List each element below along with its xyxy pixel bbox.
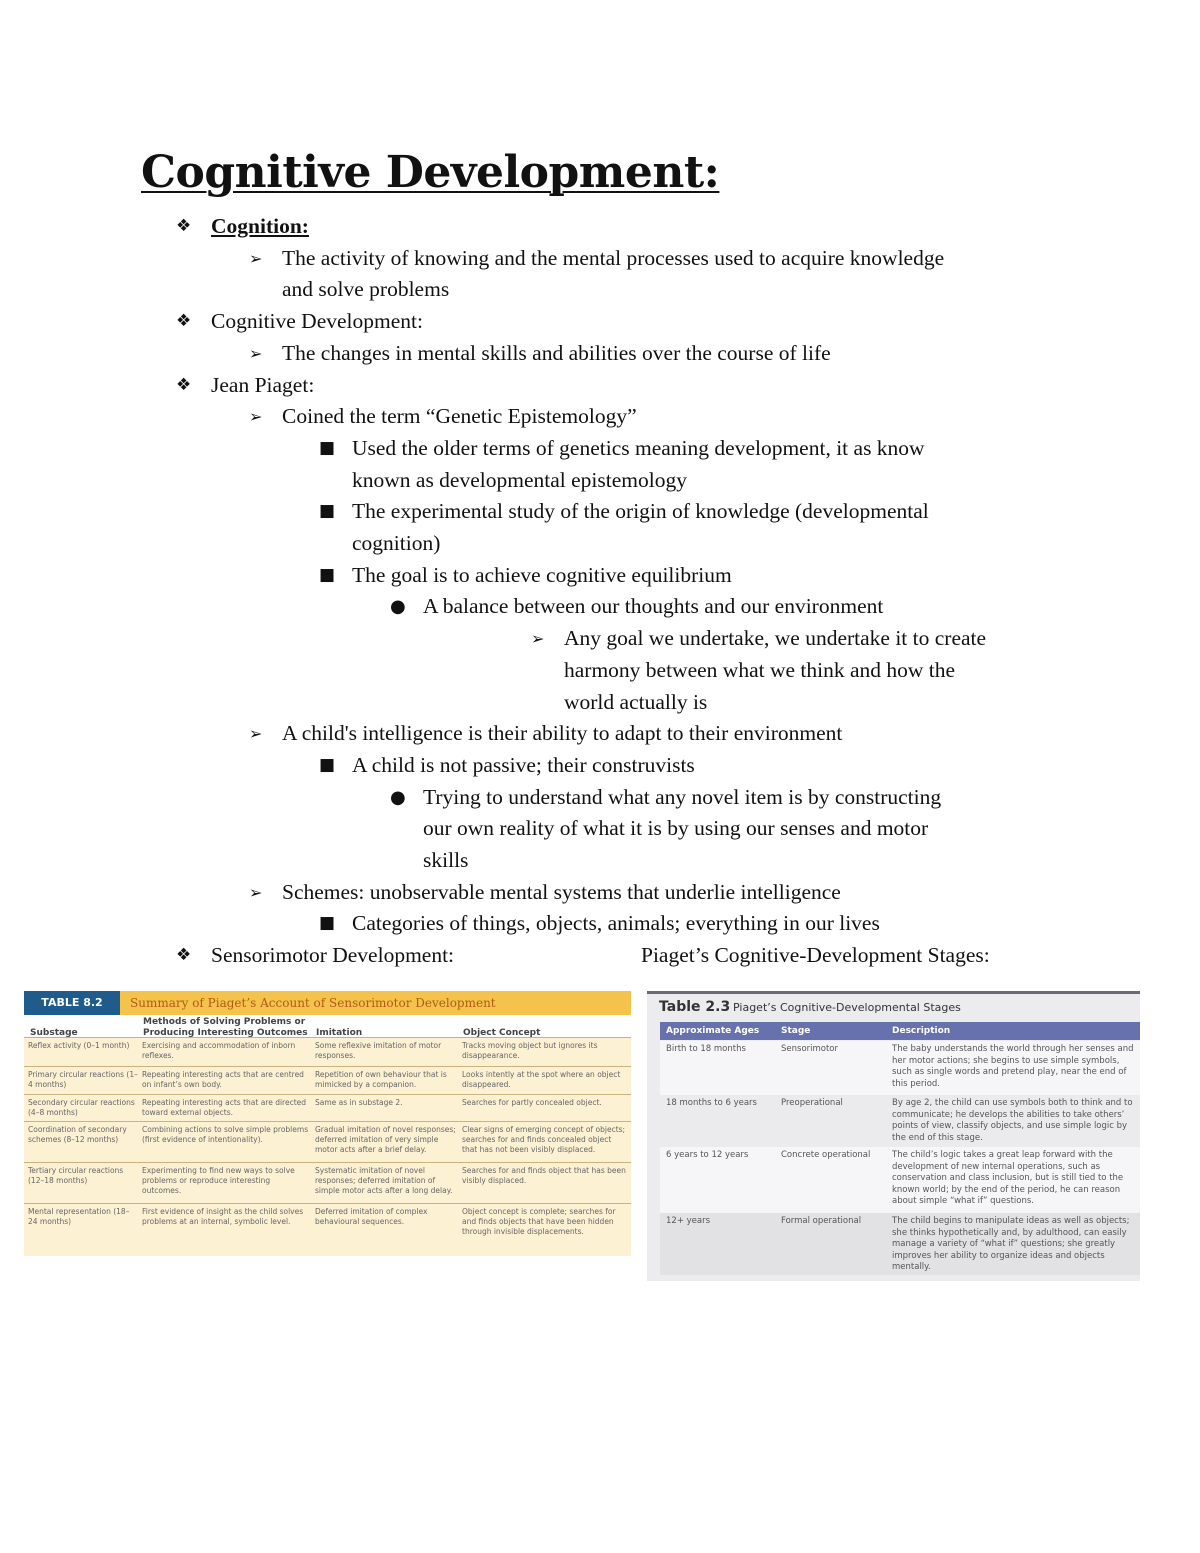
diamond-bullet-icon: ❖ — [176, 945, 192, 966]
outline-line: Trying to understand what any novel item is by constructing — [423, 784, 942, 809]
table-cell: Preoperational — [781, 1098, 843, 1108]
column-header: Object Concept — [463, 1028, 541, 1038]
column-header: Imitation — [316, 1028, 363, 1038]
outline-line: known as developmental epistemology — [352, 467, 687, 492]
table-row — [24, 1066, 631, 1095]
column-header: Substage — [30, 1028, 78, 1038]
table-cell: Mental representation (18–24 months) — [28, 1207, 130, 1226]
outline-line: and solve problems — [282, 277, 450, 302]
table-cell: First evidence of insight as the child solves problems at an internal, symbolic level. — [142, 1207, 304, 1226]
square-bullet-icon: ■ — [319, 564, 336, 585]
arrow-bullet-icon: ➢ — [249, 407, 263, 427]
table-cell: Systematic imitation of novel responses; deferred imitation of simple motor acts after a long delay. — [315, 1166, 453, 1195]
outline-line: world actually is — [564, 689, 708, 714]
outline-line: Sensorimotor Development: — [211, 943, 455, 968]
outline-line: cognition) — [352, 531, 441, 555]
table-cell: Coordination of secondary schemes (8–12 months) — [28, 1125, 127, 1144]
table-cell: Experimenting to find new ways to solve problems or reproduce interesting outcomes. — [142, 1166, 295, 1195]
table-row — [24, 1121, 631, 1163]
table-cell: Searches for and finds object that has been visibly displaced. — [462, 1166, 626, 1185]
outline-line: A balance between our thoughts and our environment — [423, 594, 884, 619]
table-row — [660, 1095, 1140, 1147]
table-cell: Concrete operational — [781, 1150, 871, 1160]
outline-line: Used the older terms of genetics meaning development, it as know — [352, 435, 925, 460]
dot-bullet-icon: ● — [390, 786, 406, 808]
outline-line: Cognitive Development: — [211, 309, 423, 334]
table-cell: Some reflexive imitation of motor responses. — [315, 1041, 442, 1060]
outline-line: A child is not passive; their construvists — [352, 752, 695, 777]
column-header: Stage — [781, 1026, 811, 1036]
outline-line: The activity of knowing and the mental processes used to acquire knowledge — [282, 245, 945, 270]
table-2-3-topbar — [647, 991, 1140, 994]
diamond-bullet-icon: ❖ — [176, 374, 192, 395]
table-cell: 18 months to 6 years — [666, 1098, 757, 1108]
arrow-bullet-icon: ➢ — [249, 248, 263, 268]
outline-line: Any goal we undertake, we undertake it to create — [564, 626, 987, 651]
table-8-2-title: Summary of Piaget’s Account of Sensorimotor Development — [130, 996, 496, 1010]
outline-line: Jean Piaget: — [211, 372, 315, 397]
arrow-bullet-icon: ➢ — [531, 629, 545, 649]
table-2-3-header-row — [660, 1022, 1140, 1040]
arrow-bullet-icon: ➢ — [249, 343, 263, 363]
table-row — [660, 1147, 1140, 1213]
arrow-bullet-icon: ➢ — [249, 882, 263, 902]
right-caption: Piaget’s Cognitive-Development Stages: — [641, 943, 990, 967]
table-cell: 12+ years — [666, 1216, 711, 1226]
table-8-2 — [24, 991, 631, 1256]
table-cell: Formal operational — [781, 1216, 862, 1226]
table-cell: Sensorimotor — [781, 1044, 839, 1054]
table-cell: Tertiary circular reactions (12–18 months) — [28, 1166, 124, 1185]
square-bullet-icon: ■ — [319, 754, 336, 775]
outline-line: The changes in mental skills and abilities over the course of life — [282, 340, 831, 365]
outline-line: A child's intelligence is their ability to adapt to their environment — [282, 721, 843, 746]
table-cell: Secondary circular reactions (4–8 months) — [28, 1098, 135, 1117]
diamond-bullet-icon: ❖ — [176, 216, 192, 236]
square-bullet-icon: ■ — [319, 437, 336, 458]
outline-line: Coined the term “Genetic Epistemology” — [282, 404, 637, 429]
outline-line: skills — [423, 848, 469, 872]
table-cell: By age 2, the child can use symbols both to think and to communicate; he develops the abilities to take others’ points of view, classify objects, and use simple logic by the end of this stage. — [892, 1098, 1133, 1143]
table-cell: Exercising and accommodation of inborn reflexes. — [142, 1041, 296, 1060]
table-cell: Repetition of own behaviour that is mimicked by a companion. — [315, 1070, 447, 1089]
outline-line: Cognition: — [211, 214, 309, 238]
table-row — [24, 1162, 631, 1204]
table-cell: The child begins to manipulate ideas as well as objects; she thinks hypothetically and, by adulthood, can easily manage a variety of “what if” questions; she greatly improves her ability to organize ideas and objects mentally. — [892, 1216, 1130, 1272]
column-header: Description — [892, 1026, 951, 1036]
table-cell: Reflex activity (0–1 month) — [28, 1041, 130, 1050]
table-cell: Deferred imitation of complex behavioural sequences. — [315, 1207, 428, 1226]
table-cell: Searches for partly concealed object. — [462, 1098, 602, 1107]
outline-line: harmony between what we think and how the — [564, 657, 956, 682]
table-row — [660, 1213, 1140, 1275]
table-cell: Clear signs of emerging concept of objects; searches for and finds concealed object that has not been visibly displaced. — [462, 1125, 626, 1154]
table-cell: The baby understands the world through her senses and her motor actions; she begins to use simple symbols, such as single words and pretend play, near the end of this period. — [892, 1044, 1134, 1089]
table-row — [660, 1041, 1140, 1095]
table-cell: Primary circular reactions (1–4 months) — [28, 1070, 138, 1089]
outline-line: Categories of things, objects, animals; everything in our lives — [352, 911, 880, 936]
outline-line: The goal is to achieve cognitive equilibrium — [352, 562, 732, 587]
table-2-3 — [647, 991, 1140, 1281]
diamond-bullet-icon: ❖ — [176, 311, 192, 332]
table-2-3-caption: Piaget’s Cognitive-Developmental Stages — [733, 1001, 961, 1014]
table-cell: Repeating interesting acts that are directed toward external objects. — [142, 1098, 307, 1117]
table-cell: Combining actions to solve simple problems (first evidence of intentionality). — [142, 1125, 309, 1144]
table-cell: Gradual imitation of novel responses; deferred imitation of very simple motor acts after a brief delay. — [315, 1125, 456, 1154]
outline-line: our own reality of what it is by using our senses and motor — [423, 816, 929, 841]
table-cell: Same as in substage 2. — [315, 1098, 403, 1107]
table-2-3-number: Table 2.3 — [659, 999, 731, 1015]
table-row — [24, 1203, 631, 1254]
column-header: Approximate Ages — [666, 1026, 760, 1036]
arrow-bullet-icon: ➢ — [249, 724, 263, 744]
table-row — [24, 1094, 631, 1122]
square-bullet-icon: ■ — [319, 913, 336, 934]
table-row — [24, 1037, 631, 1067]
dot-bullet-icon: ● — [390, 596, 406, 618]
table-cell: Repeating interesting acts that are centred on infant’s own body. — [142, 1070, 304, 1089]
column-header: Methods of Solving Problems or Producing Interesting Outcomes — [143, 1017, 308, 1038]
square-bullet-icon: ■ — [319, 501, 336, 522]
table-8-2-label: TABLE 8.2 — [24, 991, 120, 1015]
outline-line: Schemes: unobservable mental systems that underlie intelligence — [282, 879, 841, 904]
table-cell: The child’s logic takes a great leap forward with the development of new internal operations, such as conservation and class inclusion, but is still tied to the known world; by the end of the period, he can reason about simple “what if” questions. — [892, 1150, 1124, 1206]
table-cell: Birth to 18 months — [666, 1044, 746, 1054]
page-title: Cognitive Development: — [141, 147, 720, 198]
table-cell: Looks intently at the spot where an object disappeared. — [462, 1070, 621, 1089]
table-cell: Object concept is complete; searches for and finds objects that have been hidden through invisible displacements. — [462, 1207, 616, 1236]
table-cell: Tracks moving object but ignores its disappearance. — [462, 1041, 598, 1060]
outline-line: The experimental study of the origin of knowledge (developmental — [352, 499, 929, 524]
table-cell: 6 years to 12 years — [666, 1150, 749, 1160]
